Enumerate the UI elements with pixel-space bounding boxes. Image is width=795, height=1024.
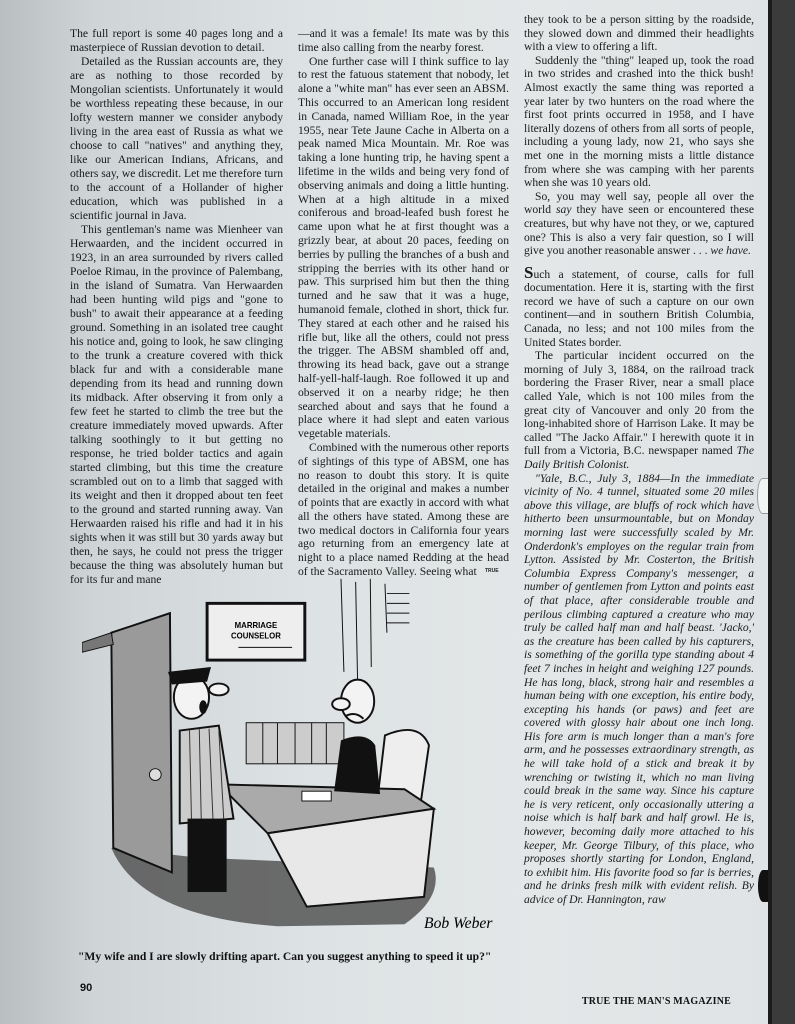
paragraph: [524, 472, 754, 907]
bookshelf: [246, 723, 344, 764]
door: [82, 613, 172, 872]
magazine-name: TRUE THE MAN'S MAGAZINE: [581, 996, 731, 1007]
wall-sign: [207, 603, 305, 660]
sign-line-1: MARRIAGE: [234, 620, 278, 630]
page-number: 90: [80, 982, 93, 994]
binder-hole: [757, 478, 768, 514]
paragraph-text: One further case will I think suffice to lay to rest the fatuous statement that nobody, let alone a "white man" has ever seen an ABSM. This occurred to an American long resident in Canada, named William Roe, in the year 1955, near Tete Jaune Cache in Alberta on a peak named Mica Mountain. Mr. Roe was taking a lone hunting trip, he having spent a lifetime in the wilds and being very fond of observing animals and doing a little hunting. When at a high altitude in a mixed coniferous and broad-leafed bush forest he came upon what he at first thought was a grizzly bear, at about 20 paces, feeding on berries by pulling the branches of a bush and stripping the berries with its other hand or paw. This surprised him but then the thing turned and he saw that it was a huge, humanoid female, clothed in short, thick fur. They stared at each other and he raised his rifle but, like all the others, could not press the trigger. The ABSM shambled off and, throwing its head back, gave out a strange half-yell-half-laugh. Roe followed it up and observed it on a nearby ridge; he then searched about and says that he found a place where it had slept and eaten various vegetable materials.: [298, 54, 509, 441]
paragraph-text: uch a statement, of course, calls for full documentation. Here it is, starting with the first record we have of such a capture on our own continent—and in southern British Columbia, Canada, no less; and not 100 miles from the United States border.: [524, 267, 754, 349]
cartoonist-signature: Bob Weber: [424, 915, 493, 933]
paragraph: [298, 441, 509, 579]
paragraph: [524, 190, 754, 258]
paragraph: [298, 55, 509, 441]
paragraph-text: So, you may well say, people all over the world: [524, 189, 754, 217]
paragraph-text: The Daily British Colonist.: [524, 444, 754, 471]
paragraph: [524, 13, 754, 54]
binder-hole-shadow: [758, 870, 768, 902]
window-curtain: [341, 579, 409, 682]
paragraph-text: they took to be a person sitting by the roadside, they slowed down and dimmed their headlights with a view to offering a lift.: [524, 13, 754, 54]
cartoon-caption: "My wife and I are slowly drifting apart. Can you suggest anything to speed it up?": [78, 950, 492, 963]
paragraph-text: —and it was a female! Its mate was by this time also calling from the nearby forest.: [298, 27, 509, 54]
paragraph-text: Suddenly the "thing" leaped up, took the road in two strides and crashed into the thick bush! Almost exactly the same thing was reported a year later by two hunters on the road where the first foot prints occurred in 1958, and I have literally dozens of others from all sorts of people, including a young lady, now 21, who says she met one in the morning mists a little distance from where she was camping with her parents when she was 10 years old.: [524, 53, 754, 190]
cartoon-illustration: [82, 574, 512, 936]
paragraph: [524, 262, 754, 350]
paragraph-text: Detailed as the Russian accounts are, they are as nothing to those recorded by Mongolian scientists. Unfortunately it would be worthless repeating these because, in our lofty western manner we consider anybody living in the area east of Russia as what we choose to call "natives" and anything they, like our American Indians, Africans, and others say, we discredit. Let me therefore turn to the account of a Hollander of higher education, which was published in a scientific journal in Java.: [70, 55, 283, 222]
paragraph-text: "Yale, B.C., July 3, 1884—In the immediate vicinity of No. 4 tunnel, situated some 20 miles above this village, are bluffs of rock which have hitherto been unsurmountable, but on Monday morning last were successfully scaled by Mr. Onderdonk's employes on the regular train from Lytton. Assisted by Mr. Costerton, the British Columbia Express Company's messenger, a number of gentlemen from Lytton and points east of that place, after considerable trouble and perilous climbing captured a creature who may truly be called half man and half beast. 'Jacko,' as the creature has been called by his capturers, is something of the gorilla type standing about 4 feet 7 inches in height and weighing 127 pounds. He has long, black, strong hair and resembles a human being with one exception, his entire body, excepting his hands (or paws) and feet are covered with glossy hair about one inch long. His fore arm is much longer than a man's fore arm, and he possesses extraordinary strength, as he will take hold of a stick and break it by wrenching or twisting it, which no man living could break in the same way. Since his capture he is very reticent, only occasionally uttering a noise which is half bark and half growl. He is, however, becoming daily more attached to his keeper, Mr. George Tilbury, of this place, who proposes shortly starting for London, England, to exhibit him. His favorite food so far is berries, and he drinks fresh milk with evident relish. By advice of Dr. Hannington, raw: [524, 471, 754, 906]
paragraph-text: The full report is some 40 pages long and a masterpiece of Russian devotion to detail.: [70, 27, 283, 54]
sign-line-2: COUNSELOR: [231, 631, 281, 641]
paragraph: [298, 27, 509, 55]
paragraph-text: Combined with the numerous other reports of sightings of this type of ABSM, one has no reason to doubt this story. It is quite detailed in the original and makes a number of points that are exactly in accord with what all the others have stated. Among these are two medical doctors in California four years ago returning from an emergency late at night to a place named Redding at the head of the Sacramento Valley. Seeing what: [298, 440, 509, 579]
scan-background: [772, 0, 795, 1024]
article-column-left: [70, 27, 283, 587]
paragraph: [70, 223, 283, 587]
paragraph: [70, 27, 283, 55]
paragraph: [70, 55, 283, 223]
drop-cap: S: [524, 262, 534, 282]
paragraph-text: we have.: [710, 244, 751, 258]
cartoon-corner-mark: TRUE: [485, 568, 499, 574]
paragraph-text: say: [556, 203, 572, 217]
paragraph-text: The particular incident occurred on the morning of July 3, 1884, on the railroad track bordering the Fraser River, near a small place called Yale, which is not 100 miles from the great city of Vancouver and only 20 from the long-inhabited shore of Harrison Lake. It may be called "The Jacko Affair." I herewith quote it in full from a Victoria, B.C. newspaper named: [524, 349, 754, 458]
paragraph-text: This gentleman's name was Mienheer van Herwaarden, and the incident occurred in 1923, in an area surrounded by rivers called Poeloe Rimau, in the province of Palembang, in the island of Sumatra. Van Herwaarden had been hunting wild pigs and "gone to bush" to await their appearance at a feeding ground. Something in an isolated tree caught his notice and, going to look, he saw clinging to the trunk a creature covered with thick black fur and with a considerable mane depending from its head and running down its midback. After observing it from only a few feet he started to climb the tree but the creature immediately moved upwards. After talking soothingly to it but getting no response, he tried bolder tactics and again started climbing, but this time the creature scrambled out on to a limb that sagged with its weight and then it dropped about ten feet to the ground and started running away. Van Herwaarden raised his rifle and had it in his sights when it was still but 30 yards away but then, he says, he could not press the trigger because the thing was absolutely human but for its fur and mane: [70, 223, 283, 586]
paragraph: [524, 349, 754, 471]
paragraph-text: they have seen or encountered these creatures, but why have not they, or we, captured one? This is also a very fair question, so I will give you another reasonable answer . . .: [524, 203, 755, 258]
article-column-right: [524, 13, 754, 907]
paragraph: [524, 54, 754, 190]
article-column-middle: [298, 27, 509, 579]
